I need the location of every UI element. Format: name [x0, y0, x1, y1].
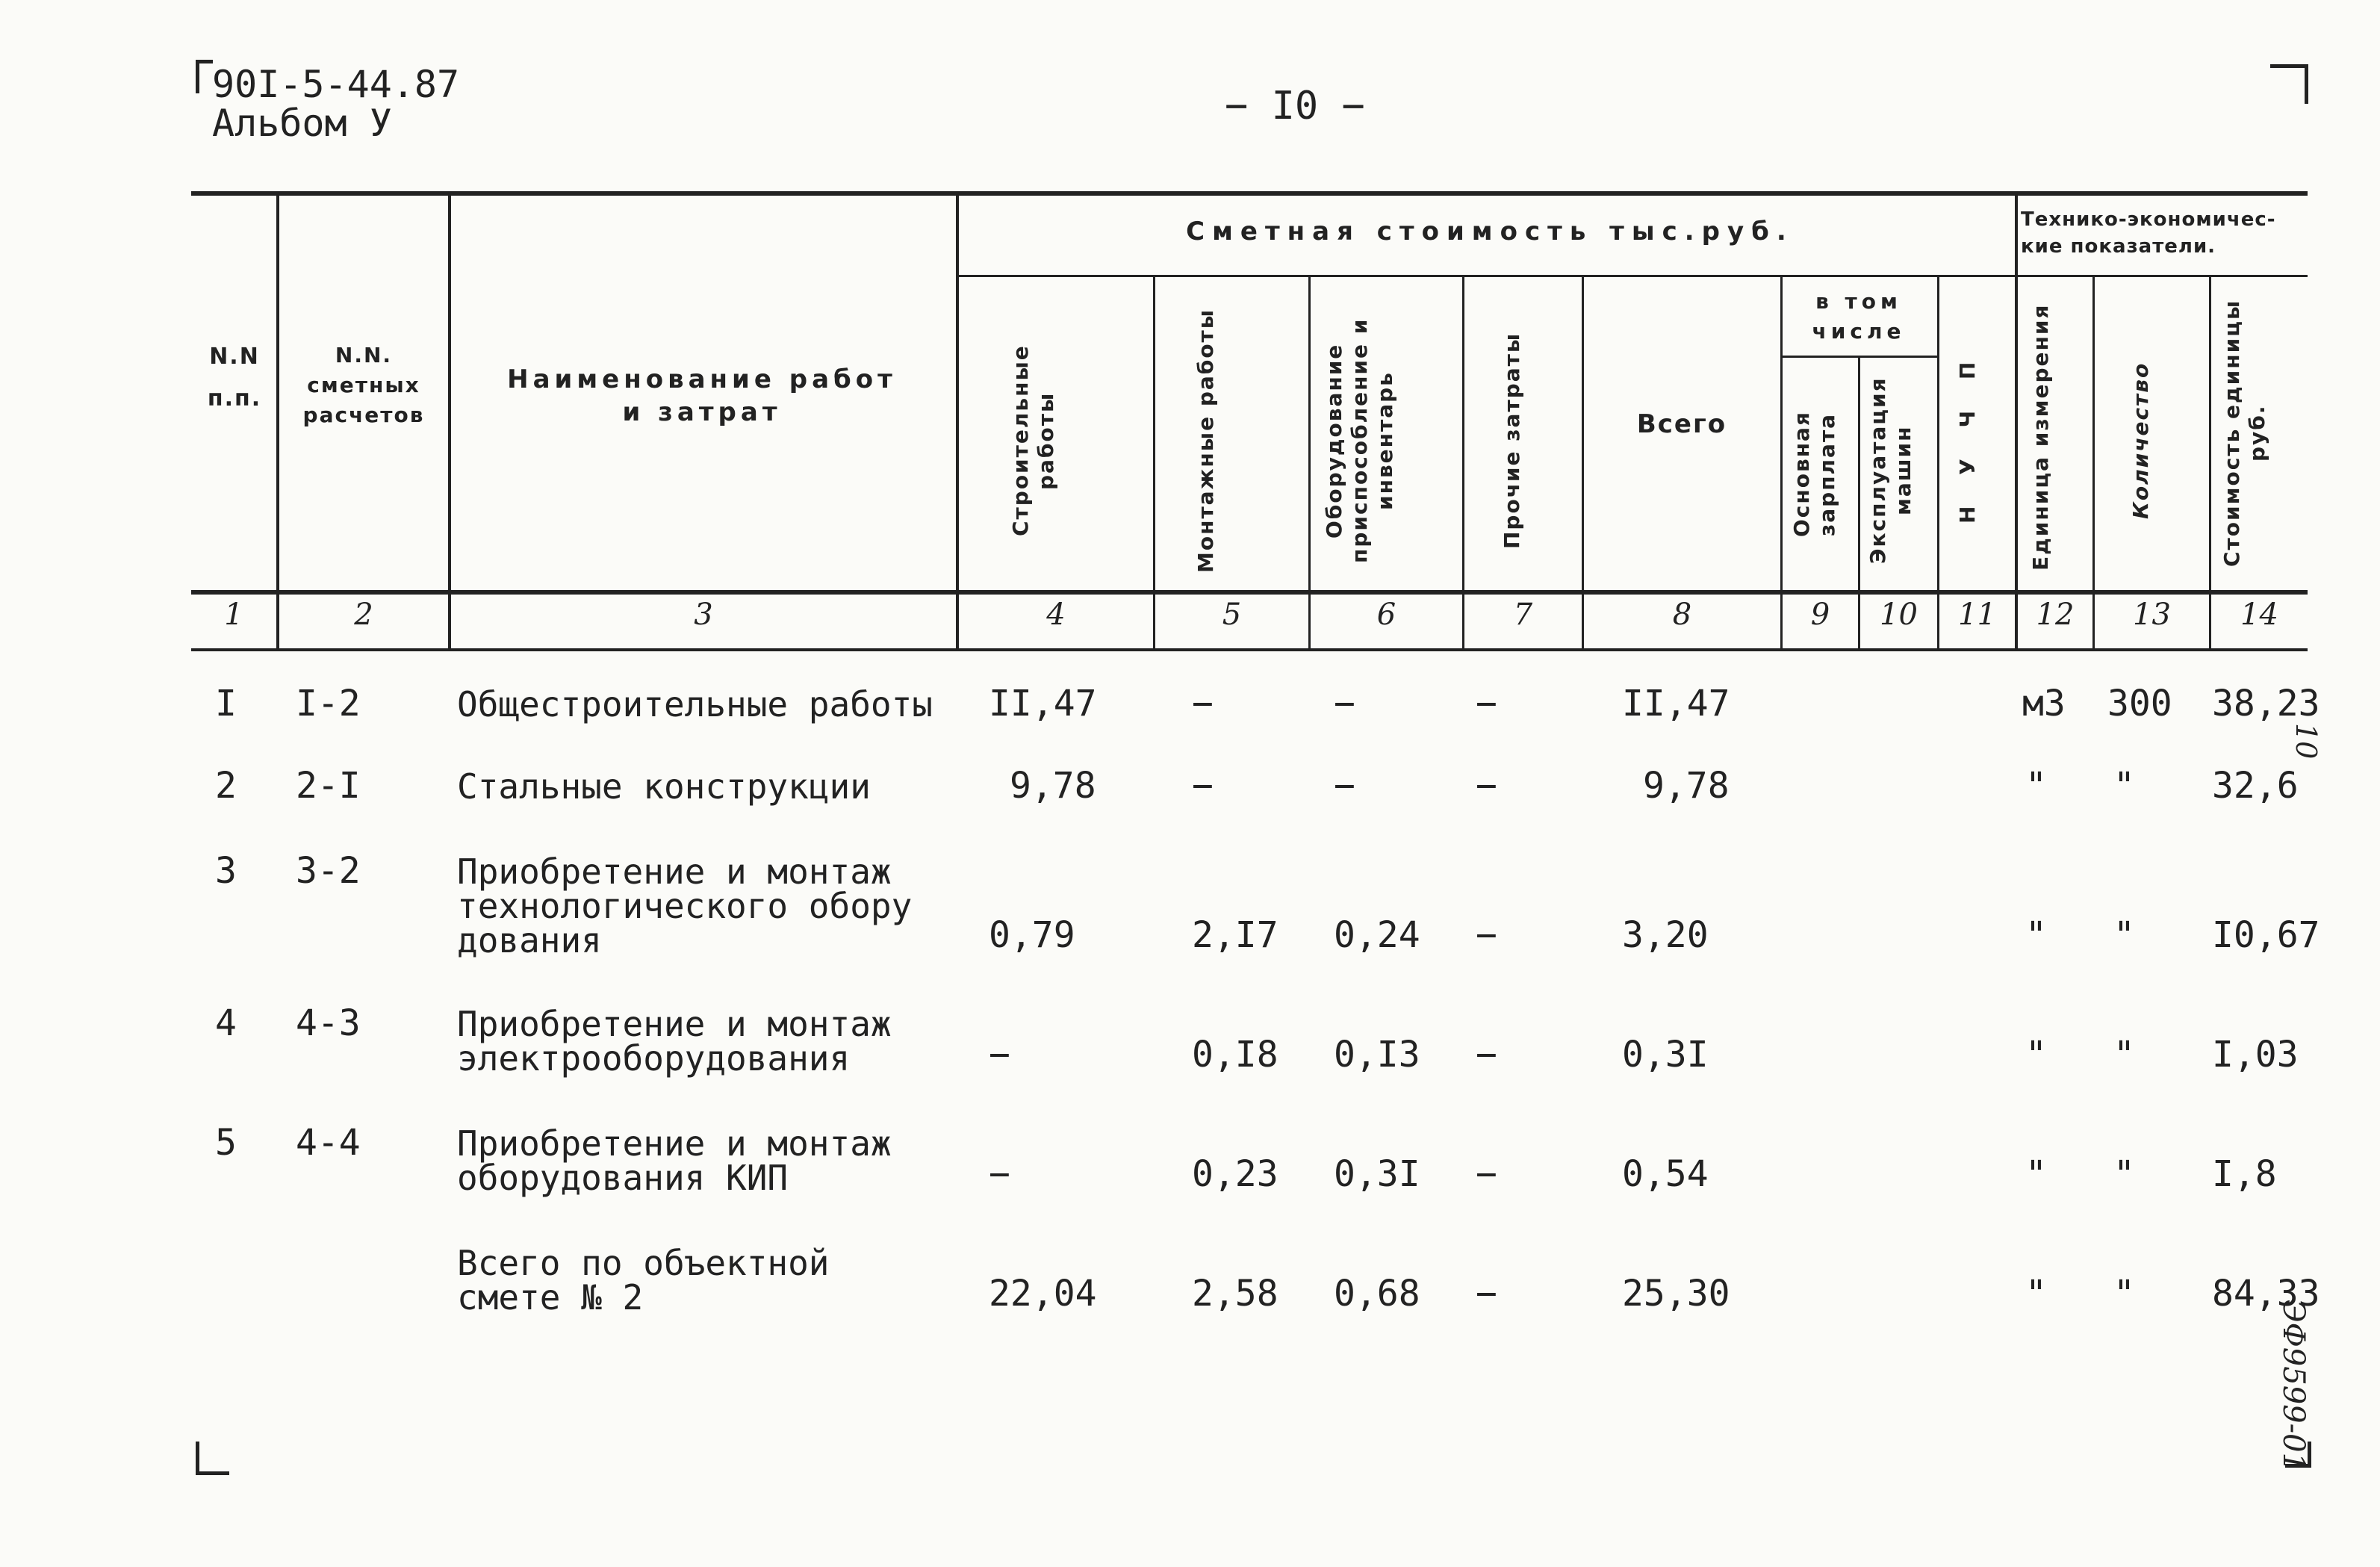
other-cost: − — [1476, 914, 1497, 956]
header-col-10: Эксплуатация машин — [1865, 376, 1916, 565]
work-name: Приобретение и монтаж технологического обору дования — [457, 851, 913, 961]
row-number: I — [215, 683, 237, 724]
unit: " — [2025, 765, 2047, 807]
total-cost: II,47 — [1622, 683, 1730, 724]
unit: " — [2025, 914, 2047, 956]
other-cost: − — [1476, 765, 1497, 807]
col-divider — [1780, 275, 1783, 651]
col-divider — [2015, 191, 2018, 651]
installation-cost: 2,58 — [1192, 1273, 1278, 1315]
column-number: 7 — [1513, 598, 1533, 632]
group-header-tech-indicators: Технико-экономичес- кие показатели. — [2021, 208, 2276, 258]
construction-cost: 9,78 — [1010, 765, 1096, 807]
column-number-rule — [191, 648, 2308, 651]
group-header-estimated-cost: Сметная стоимость тыс.руб. — [1186, 217, 1794, 246]
total-cost: 0,3I — [1622, 1034, 1709, 1076]
total-cost: 0,54 — [1622, 1153, 1709, 1195]
header-col-3: Наименование работ и затрат — [507, 364, 897, 427]
header-col-7: Прочие затраты — [1500, 332, 1524, 550]
col-divider — [2092, 275, 2095, 651]
margin-page-mark: 10 — [2290, 723, 2322, 760]
unit-cost: 32,6 — [2212, 765, 2299, 807]
row-number: 5 — [215, 1122, 237, 1164]
total-cost: 9,78 — [1643, 765, 1730, 807]
corner-mark-bottom-left — [196, 1442, 229, 1475]
document-code: 90I-5-44.87 — [212, 63, 460, 106]
construction-cost: 22,04 — [989, 1273, 1097, 1315]
unit-cost: I0,67 — [2212, 914, 2320, 956]
unit: м3 — [2022, 683, 2066, 724]
installation-cost: − — [1192, 765, 1214, 807]
quantity: " — [2113, 1273, 2135, 1315]
column-number: 6 — [1376, 598, 1396, 632]
calc-number: 2-I — [296, 765, 361, 807]
column-number: 14 — [2240, 598, 2278, 632]
equipment-cost: 0,68 — [1334, 1273, 1420, 1315]
equipment-cost: − — [1334, 683, 1355, 724]
column-number: 11 — [1958, 598, 1996, 632]
construction-cost: 0,79 — [989, 914, 1075, 956]
construction-cost: − — [989, 1034, 1010, 1076]
work-name: Приобретение и монтаж оборудования КИП — [457, 1123, 892, 1198]
work-name: Стальные конструкции — [457, 766, 871, 807]
header-col-9: Основная зарплата — [1789, 411, 1839, 538]
unit: " — [2025, 1034, 2047, 1076]
header-col-13: Количество — [2128, 362, 2153, 520]
installation-cost: 2,I7 — [1192, 914, 1278, 956]
group-header-in-total: в том числе — [1812, 289, 1906, 344]
corner-mark-top-left — [196, 60, 213, 93]
other-cost: − — [1476, 1273, 1497, 1315]
column-number: 12 — [2036, 598, 2075, 632]
equipment-cost: 0,I3 — [1334, 1034, 1420, 1076]
column-number: 8 — [1672, 598, 1692, 632]
album-label: Альбом У — [212, 102, 392, 145]
equipment-cost: 0,24 — [1334, 914, 1420, 956]
column-number: 13 — [2133, 598, 2171, 632]
row-number: 2 — [215, 765, 237, 807]
corner-mark-top-right — [2270, 64, 2308, 104]
header-bottom-rule — [191, 590, 2308, 595]
column-number: 10 — [1880, 598, 1918, 632]
installation-cost: 0,23 — [1192, 1153, 1278, 1195]
quantity: 300 — [2107, 683, 2172, 724]
construction-cost: II,47 — [989, 683, 1097, 724]
column-number: 5 — [1222, 598, 1242, 632]
unit-cost: 84,33 — [2212, 1273, 2320, 1315]
unit: " — [2025, 1273, 2047, 1315]
row-number: 4 — [215, 1002, 237, 1044]
header-col-4: Строительные работы — [1008, 344, 1058, 537]
group-header-rule — [956, 275, 2016, 277]
total-cost: 25,30 — [1622, 1273, 1730, 1315]
margin-archive-stamp: ЭФ9599-01 — [2276, 1300, 2311, 1472]
unit-cost: 38,23 — [2212, 683, 2320, 724]
quantity: " — [2113, 765, 2135, 807]
installation-cost: − — [1192, 683, 1214, 724]
header-col-11: Н У Ч П — [1955, 350, 1980, 524]
col-divider — [448, 191, 451, 651]
other-cost: − — [1476, 683, 1497, 724]
col-divider — [1462, 275, 1464, 651]
col-divider — [956, 191, 959, 651]
unit-cost: I,8 — [2212, 1153, 2277, 1195]
calc-number: I-2 — [296, 683, 361, 724]
header-col-5: Монтажные работы — [1193, 308, 1218, 574]
work-name: Общестроительные работы — [457, 684, 933, 724]
col-divider — [1308, 275, 1311, 651]
other-cost: − — [1476, 1034, 1497, 1076]
construction-cost: − — [989, 1153, 1010, 1195]
col-divider — [1937, 275, 1939, 651]
other-cost: − — [1476, 1153, 1497, 1195]
col-divider — [1153, 275, 1155, 651]
row-number: 3 — [215, 850, 237, 892]
table-top-rule — [191, 191, 2308, 196]
col-divider — [276, 191, 279, 651]
work-name: Приобретение и монтаж электрооборудования — [457, 1004, 892, 1079]
unit: " — [2025, 1153, 2047, 1195]
col-divider — [1582, 275, 1584, 651]
quantity: " — [2113, 914, 2135, 956]
equipment-cost: − — [1334, 765, 1355, 807]
calc-number: 4-4 — [296, 1122, 361, 1164]
column-number: 1 — [224, 598, 243, 632]
work-name: Всего по объектной смете № 2 — [457, 1243, 830, 1318]
total-cost: 3,20 — [1622, 914, 1709, 956]
installation-cost: 0,I8 — [1192, 1034, 1278, 1076]
equipment-cost: 0,3I — [1334, 1153, 1420, 1195]
header-col-6: Оборудование приспособление и инвентарь — [1322, 317, 1397, 564]
quantity: " — [2113, 1034, 2135, 1076]
tech-header-rule — [2016, 275, 2308, 277]
col-divider — [2209, 275, 2211, 651]
page-number: − I0 − — [1225, 84, 1365, 128]
unit-cost: I,03 — [2212, 1034, 2299, 1076]
quantity: " — [2113, 1153, 2135, 1195]
header-col-1: N.N п.п. — [207, 344, 262, 412]
column-number: 4 — [1046, 598, 1066, 632]
column-number: 9 — [1810, 598, 1830, 632]
column-number: 2 — [354, 598, 373, 632]
calc-number: 3-2 — [296, 850, 361, 892]
header-col-2: N.N. сметных расчетов — [302, 343, 425, 427]
column-number: 3 — [694, 598, 713, 632]
header-col-12: Единица измерения — [2028, 303, 2053, 571]
header-col-14: Стоимость единицы руб. — [2219, 299, 2269, 568]
calc-number: 4-3 — [296, 1002, 361, 1044]
header-col-8: Всего — [1636, 409, 1727, 439]
